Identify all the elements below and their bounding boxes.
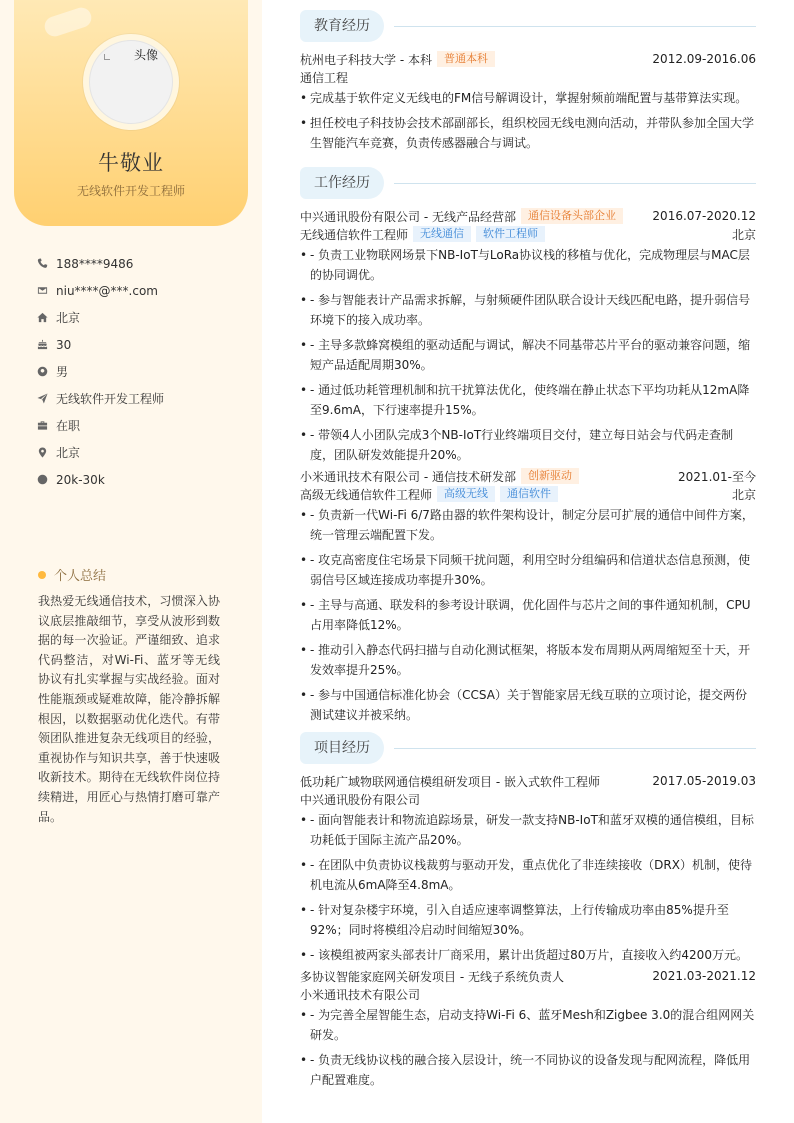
contact-gender <box>36 358 246 385</box>
avatar-frame <box>83 34 179 130</box>
summary-title: 个人总结 <box>54 569 107 584</box>
position: 无线通信软件工程师 <box>300 227 409 242</box>
skill-tag: 通信软件 <box>500 486 558 502</box>
list-item: • - 推动引入静态代码扫描与自动化测试框架，将版本发布周期从两周缩短至十天，开发效率提升25%。 <box>300 643 751 677</box>
job-entry <box>300 207 756 465</box>
position-row <box>300 485 756 503</box>
avatar <box>89 40 173 124</box>
skill-tag: 无线通信 <box>413 226 471 242</box>
list-item: • - 参与智能表计产品需求拆解，与射频硬件团队联合设计天线匹配电路，提升弱信号环境下的接入成功率。 <box>300 293 751 327</box>
major-row <box>300 68 756 86</box>
cake-icon <box>36 339 48 351</box>
project-company: 中兴通讯股份有限公司 <box>300 792 421 807</box>
mail-icon <box>36 285 48 297</box>
list-item: • - 负责新一代Wi-Fi 6/7路由器的软件架构设计，制定分层可扩展的通信中间件方案，统一管理云端配置下发。 <box>300 508 754 542</box>
projects-section <box>300 732 756 1090</box>
decorative-sheen <box>42 5 94 39</box>
job-dates: 2021.01-至今 <box>678 469 756 484</box>
contact-phone <box>36 250 246 277</box>
section-header <box>300 732 756 764</box>
section-divider <box>394 26 756 27</box>
company-tag: 通信设备头部企业 <box>521 208 623 224</box>
contact-email <box>36 277 246 304</box>
section-divider <box>394 183 756 184</box>
avatar-alt-text: 头像 <box>134 48 159 62</box>
list-item: • - 该模组被两家头部表计厂商采用，累计出货超过80万片，直接收入约4200万元。 <box>300 948 748 962</box>
project-entry <box>300 967 756 1090</box>
list-item: • - 面向智能表计和物流追踪场景，研发一款支持NB-IoT和蓝牙双模的通信模组，目标功耗低于国际主流产品20%。 <box>300 813 754 847</box>
skill-tag: 高级无线 <box>437 486 495 502</box>
salary-icon <box>36 474 48 486</box>
contact-text: 188****9486 <box>56 256 134 271</box>
job-row <box>300 467 756 485</box>
list-item: • - 负责无线协议栈的融合接入层设计，统一不同协议的设备发现与配网流程，降低用户配置难度。 <box>300 1053 751 1087</box>
profile-header <box>14 0 248 226</box>
contact-text: 男 <box>56 365 69 379</box>
company-name: 中兴通讯股份有限公司 - 无线产品经营部 <box>300 209 516 224</box>
briefcase-icon <box>36 420 48 432</box>
list-item: • - 在团队中负责协议栈裁剪与驱动开发，重点优化了非连续接收（DRX）机制，使待机电流从6mA降至4.8mA。 <box>300 858 752 892</box>
contact-text: 30 <box>56 337 72 352</box>
contact-text: niu****@***.com <box>56 283 158 298</box>
project-row <box>300 967 756 985</box>
summary-text: 我热爱无线通信技术，习惯深入协议底层推敲细节，享受从波形到数据的每一次验证。严谨细致、追求代码整洁，对Wi-Fi、蓝牙等无线协议有扎实掌握与实战经验。面对性能瓶颈或疑难故障，能冷静拆解根因，以数据驱动优化迭代。有带领团队推进复杂无线项目的经验，重视协作与知识共享，善于快速吸收新技术。期待在无线软件岗位持续精进，用匠心与热情打磨可靠产品。 <box>38 594 220 824</box>
position-row <box>300 225 756 243</box>
list-item: • - 针对复杂楼宇环境，引入自适应速率调整算法，上行传输成功率由85%提升至92%；同时将模组冷启动时间缩短30%。 <box>300 903 729 937</box>
company-tag: 创新驱动 <box>521 468 579 484</box>
contact-text: 无线软件开发工程师 <box>56 392 165 406</box>
list-item: • - 带领4人小团队完成3个NB-IoT行业终端项目交付，建立每日站会与代码走查制度，团队研发效能提升20%。 <box>300 428 734 462</box>
list-item: • 完成基于软件定义无线电的FM信号解调设计，掌握射频前端配置与基带算法实现。 <box>300 91 748 105</box>
contact-text: 20k-30k <box>56 472 105 487</box>
project-company: 小米通讯技术有限公司 <box>300 987 421 1002</box>
section-header <box>300 167 756 199</box>
project-name: 低功耗广域物联网通信模组研发项目 - 嵌入式软件工程师 <box>300 774 600 789</box>
project-dates: 2017.05-2019.03 <box>652 774 756 788</box>
job-dates: 2016.07-2020.12 <box>652 209 756 223</box>
project-entry <box>300 772 756 965</box>
contact-list <box>36 250 246 493</box>
project-company-row <box>300 790 756 808</box>
company-name: 小米通讯技术有限公司 - 通信技术研发部 <box>300 469 516 484</box>
education-dates: 2012.09-2016.06 <box>652 52 756 66</box>
bullet-dot-icon <box>38 571 46 579</box>
major: 通信工程 <box>300 70 349 85</box>
summary-heading <box>38 565 106 584</box>
job-city: 北京 <box>731 487 756 502</box>
section-header <box>300 10 756 42</box>
education-row <box>300 50 756 68</box>
school-name: 杭州电子科技大学 - 本科 <box>300 52 432 67</box>
work-section <box>300 167 756 725</box>
school-tag: 普通本科 <box>437 51 495 67</box>
list-item: • - 主导多款蜂窝模组的驱动适配与调试，解决不同基带芯片平台的驱动兼容问题，缩短产品适配周期30%。 <box>300 338 751 372</box>
broken-image-icon <box>104 54 110 60</box>
section-divider <box>394 748 756 749</box>
sidebar <box>0 0 262 1123</box>
section-title: 工作经历 <box>300 167 384 199</box>
phone-icon <box>36 258 48 270</box>
section-title: 教育经历 <box>300 10 384 42</box>
job-entry <box>300 467 756 725</box>
job-city: 北京 <box>731 227 756 242</box>
project-company-row <box>300 985 756 1003</box>
list-item: • - 通过低功耗管理机制和抗干扰算法优化，使终端在静止状态下平均功耗从12mA降至9.6mA，下行速率提升15%。 <box>300 383 750 417</box>
list-item: • - 参与中国通信标准化协会（CCSA）关于智能家居无线互联的立项讨论，提交两份测试建议并被采纳。 <box>300 688 747 722</box>
project-name: 多协议智能家庭网关研发项目 - 无线子系统负责人 <box>300 969 564 984</box>
contact-text: 在职 <box>56 419 81 433</box>
contact-intention <box>36 385 246 412</box>
list-item: • - 主导与高通、联发科的参考设计联调，优化固件与芯片之间的事件通知机制，CPU占用率降低12%。 <box>300 598 751 632</box>
contact-status <box>36 412 246 439</box>
candidate-name: 牛敬业 <box>98 151 164 175</box>
position: 高级无线通信软件工程师 <box>300 487 433 502</box>
list-item: • - 为完善全屋智能生态，启动支持Wi-Fi 6、蓝牙Mesh和Zigbee 3.0的混合组网网关研发。 <box>300 1008 755 1042</box>
contact-location <box>36 439 246 466</box>
list-item: • 担任校电子科技协会技术部副部长，组织校园无线电测向活动，并带队参加全国大学生智能汽车竞赛，负责传感器融合与调试。 <box>300 116 755 150</box>
education-section <box>300 10 756 153</box>
list-item: • - 攻克高密度住宅场景下同频干扰问题，利用空时分组编码和信道状态信息预测，使弱信号区域连接成功率提升30%。 <box>300 553 751 587</box>
contact-text: 北京 <box>56 446 81 460</box>
list-item: • - 负责工业物联网场景下NB-IoT与LoRa协议栈的移植与优化，完成物理层与MAC层的协同调优。 <box>300 248 750 282</box>
contact-text: 北京 <box>56 311 81 325</box>
candidate-title: 无线软件开发工程师 <box>76 184 185 198</box>
contact-city <box>36 304 246 331</box>
skill-tag: 软件工程师 <box>476 226 545 242</box>
location-icon <box>36 447 48 459</box>
contact-salary <box>36 466 246 493</box>
contact-age <box>36 331 246 358</box>
project-row <box>300 772 756 790</box>
project-dates: 2021.03-2021.12 <box>652 969 756 983</box>
section-title: 项目经历 <box>300 732 384 764</box>
gender-icon <box>36 366 48 378</box>
home-icon <box>36 312 48 324</box>
send-icon <box>36 393 48 405</box>
job-row <box>300 207 756 225</box>
